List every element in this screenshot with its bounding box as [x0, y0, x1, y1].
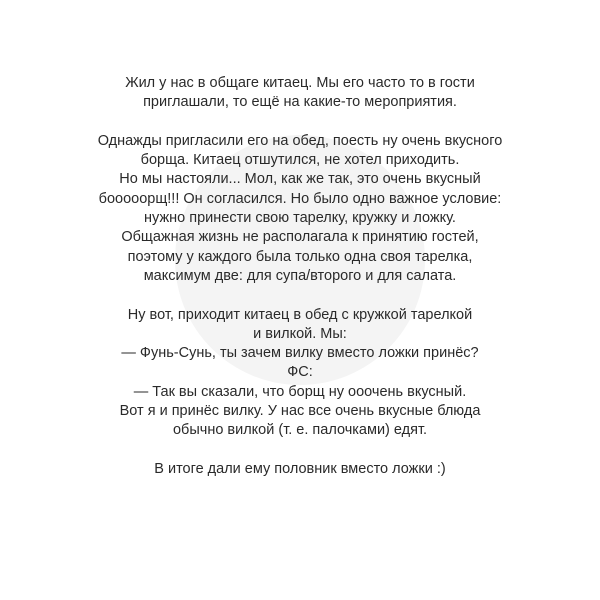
text-line: Однажды пригласили его на обед, поесть ну очень вкусного — [97, 132, 503, 149]
text-line: максимум две: для супа/второго и для салата. — [143, 267, 457, 284]
text-line: обычно вилкой (т. е. палочками) едят. — [172, 422, 428, 439]
paragraph-2 — [30, 132, 570, 286]
text-line: В итоге дали ему половник вместо ложки :) — [154, 460, 446, 477]
paragraph-3 — [30, 306, 570, 441]
paragraph-4 — [30, 460, 570, 479]
text-line: нужно принести свою тарелку, кружку и ложку. — [144, 210, 456, 227]
text-line: Ну вот, приходит китаец в обед с кружкой тарелкой — [127, 306, 473, 323]
text-line: бооооорщ!!! Он согласился. Но было одно важное условие: — [98, 190, 502, 207]
paragraph-1 — [30, 74, 570, 113]
text-line: Но мы настояли... Мол, как же так, это очень вкусный — [119, 171, 481, 188]
text-line: и вилкой. Мы: — [253, 325, 347, 342]
story-text — [30, 74, 570, 499]
text-line: Общажная жизнь не располагала к принятию гостей, — [121, 229, 479, 246]
text-line: ФС: — [287, 364, 313, 381]
text-line: приглашали, то ещё на какие-то мероприятия. — [143, 94, 457, 111]
text-line: Жил у нас в общаге китаец. Мы его часто то в гости — [125, 75, 475, 91]
text-line: поэтому у каждого была только одна своя тарелка, — [127, 248, 473, 265]
text-line: — Фунь-Сунь, ты зачем вилку вместо ложки принёс? — [121, 345, 479, 362]
text-line: Вот я и принёс вилку. У нас все очень вкусные блюда — [119, 403, 481, 420]
text-line: борща. Китаец отшутился, не хотел приходить. — [140, 152, 460, 169]
text-line: — Так вы сказали, что борщ ну ооочень вкусный. — [133, 383, 467, 400]
